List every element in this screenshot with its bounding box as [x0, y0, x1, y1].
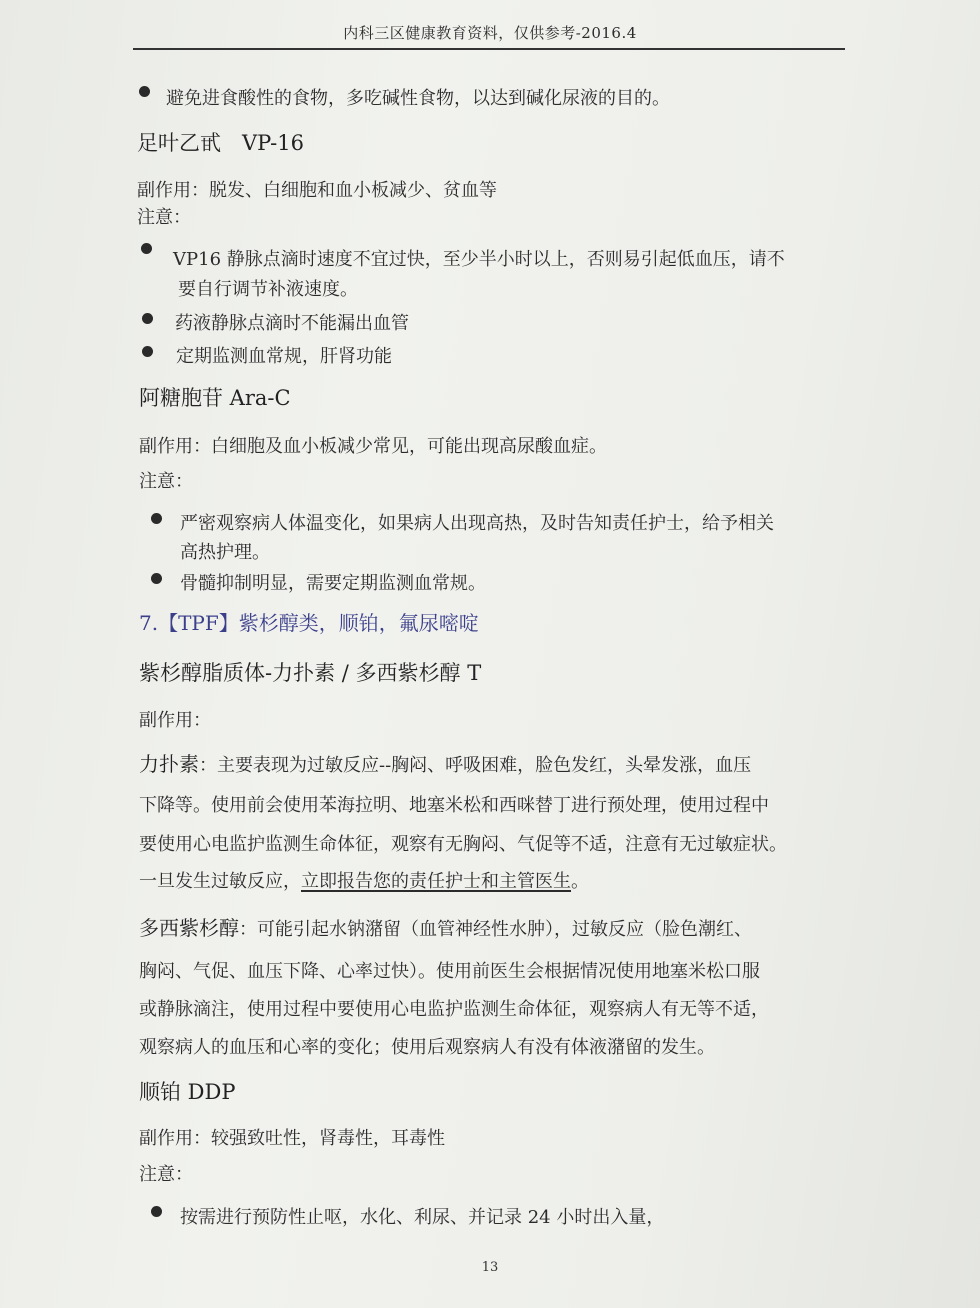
ddp-side-effects: 副作用：较强致吐性，肾毒性，耳毒性 [139, 1128, 445, 1149]
docetaxel-label: 多西紫杉醇 [139, 916, 239, 940]
arac-title: 阿糖胞苷 Ara-C [139, 386, 291, 410]
arac-side-effects: 副作用：白细胞及血小板减少常见，可能出现高尿酸血症。 [139, 436, 607, 457]
lipusu-line-4 [139, 867, 589, 893]
ddp-notes-label: 注意： [139, 1164, 193, 1185]
vp16-bullet-1-line-2: 要自行调节补液速度。 [178, 279, 358, 300]
bullet-icon [142, 346, 153, 357]
docetaxel-colon: ： [239, 919, 257, 940]
arac-bullet-1-line-1: 严密观察病人体温变化，如果病人出现高热，及时告知责任护士，给予相关 [180, 513, 774, 534]
page-number: 13 [481, 1260, 499, 1275]
vp16-side-effects: 副作用：脱发、白细胞和血小板减少、贫血等 [137, 180, 497, 201]
ddp-bullet-1: 按需进行预防性止呕，水化、利尿、并记录 24 小时出入量， [180, 1207, 665, 1228]
intro-bullet-text: 避免进食酸性的食物，多吃碱性食物，以达到碱化尿液的目的。 [166, 88, 670, 109]
header-rule [133, 48, 845, 50]
taxol-side-effects-label: 副作用： [139, 710, 211, 731]
vp16-title: 足叶乙甙 VP-16 [137, 131, 304, 155]
docetaxel-line-2: 胸闷、气促、血压下降、心率过快）。使用前医生会根据情况使用地塞米松口服 [139, 961, 760, 982]
lipusu-colon: ： [199, 755, 217, 776]
bullet-icon [142, 313, 153, 324]
bullet-icon [151, 573, 162, 584]
vp16-bullet-1-line-1: VP16 静脉点滴时速度不宜过快，至少半小时以上，否则易引起低血压，请不 [173, 249, 785, 270]
lipusu-line-3: 要使用心电监护监测生命体征，观察有无胸闷、气促等不适，注意有无过敏症状。 [139, 834, 787, 855]
lipusu-line-1-text: 主要表现为过敏反应--胸闷、呼吸困难，脸色发红，头晕发涨，血压 [217, 755, 752, 776]
lipusu-line-4-a: 一旦发生过敏反应， [139, 871, 301, 892]
docetaxel-line-4: 观察病人的血压和心率的变化；使用后观察病人有没有体液潴留的发生。 [139, 1037, 715, 1058]
bullet-icon [141, 243, 152, 254]
arac-bullet-1-line-2: 高热护理。 [180, 542, 270, 563]
lipusu-line-2: 下降等。使用前会使用苯海拉明、地塞米松和西咪替丁进行预处理，使用过程中 [139, 795, 769, 816]
bullet-icon [151, 1206, 162, 1217]
bullet-icon [139, 86, 150, 97]
docetaxel-line-1 [139, 912, 752, 941]
page-header: 内科三区健康教育资料，仅供参考-2016.4 [343, 24, 637, 42]
tpf-heading: 7.【TPF】紫杉醇类，顺铂，氟尿嘧啶 [139, 611, 479, 635]
docetaxel-line-1-text: 可能引起水钠潴留（血管神经性水肿），过敏反应（脸色潮红、 [257, 919, 752, 940]
arac-notes-label: 注意： [139, 471, 193, 492]
lipusu-line-1 [139, 748, 751, 777]
lipusu-line-4-c: 。 [571, 871, 589, 892]
vp16-bullet-2: 药液静脉点滴时不能漏出血管 [175, 313, 409, 334]
vp16-bullet-3: 定期监测血常规，肝肾功能 [176, 346, 392, 367]
bullet-icon [151, 513, 162, 524]
arac-bullet-2: 骨髓抑制明显，需要定期监测血常规。 [180, 573, 486, 594]
lipusu-report-emphasis: 立即报告您的责任护士和主管医生 [301, 871, 571, 892]
docetaxel-line-3: 或静脉滴注，使用过程中要使用心电监护监测生命体征，观察病人有无等不适， [139, 999, 769, 1020]
ddp-title: 顺铂 DDP [139, 1080, 236, 1104]
vp16-notes-label: 注意： [137, 207, 191, 228]
taxol-title: 紫杉醇脂质体-力扑素 / 多西紫杉醇 T [139, 661, 482, 685]
lipusu-label: 力扑素 [139, 752, 199, 776]
